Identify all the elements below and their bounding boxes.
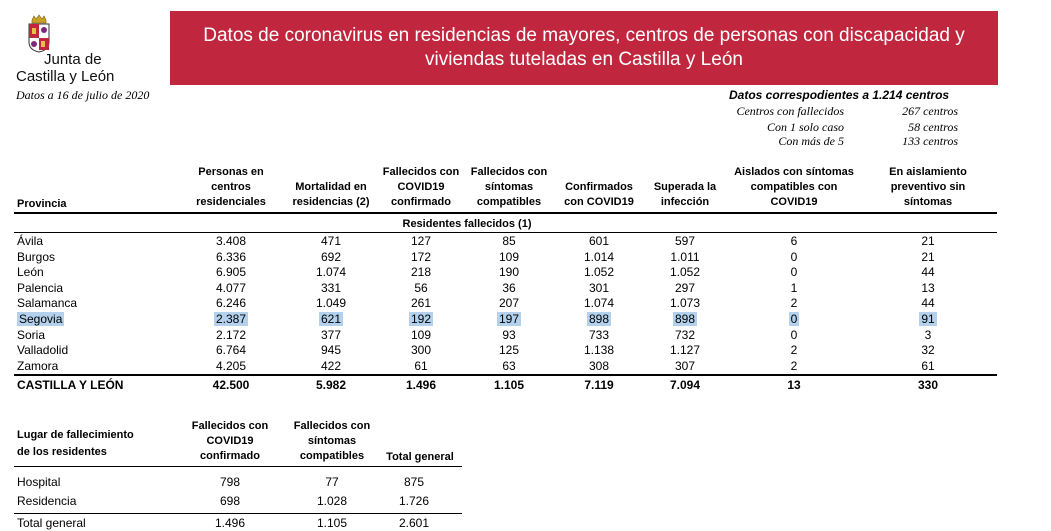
table-cell: 422 — [320, 358, 342, 373]
table-cell: 308 — [588, 358, 610, 373]
summary-label: Con 1 solo caso — [766, 120, 844, 134]
table-cell: 377 — [320, 327, 342, 342]
province-name-highlight: Segovia — [19, 312, 63, 326]
place-cell: 798 — [219, 475, 241, 489]
header-fallecidos-confirmado: Fallecidos con COVID19 confirmado — [382, 166, 460, 208]
total-label: CASTILLA Y LEÓN — [17, 378, 124, 392]
table-cell: 4.205 — [215, 358, 247, 373]
province-name — [17, 312, 64, 327]
province-name: Valladolid — [17, 343, 69, 358]
place-total-cell: 1.105 — [316, 516, 348, 530]
summary-title: Datos correspodientes a 1.214 centros — [729, 88, 950, 102]
province-name: León — [17, 265, 44, 280]
table-cell: 6.246 — [215, 296, 247, 311]
table-cell — [888, 312, 968, 327]
table-cell: 36 — [502, 280, 516, 295]
total-cell: 7.119 — [584, 378, 614, 392]
table-cell: 471 — [320, 234, 342, 248]
table-cell: 1.052 — [669, 265, 701, 280]
table-cell: 61 — [921, 358, 935, 373]
place-total-cell: 2.601 — [398, 516, 430, 530]
summary-value: 58 centros — [908, 120, 958, 134]
place-cell: 875 — [403, 475, 425, 489]
province-name: Zamora — [17, 358, 59, 373]
logo-line-2: Castilla y León — [16, 68, 115, 85]
table-cell: 732 — [674, 327, 696, 342]
table-cell: 21 — [921, 249, 935, 264]
table-cell: 6.905 — [215, 265, 247, 280]
province-name: Palencia — [17, 280, 64, 295]
table-cell: 0 — [790, 327, 798, 342]
table-cell: 3 — [924, 327, 932, 342]
summary-value: 267 centros — [902, 104, 958, 118]
table-cell — [381, 312, 461, 327]
total-cell: 42.500 — [212, 378, 250, 392]
total-cell: 330 — [917, 378, 939, 392]
table-cell: 307 — [674, 358, 696, 373]
table-rule-sub — [14, 232, 997, 233]
place-cell: 1.726 — [398, 494, 430, 508]
banner-line-1: Datos de coronavirus en residencias de mayores, centros de personas con discapacidad y — [203, 25, 965, 46]
highlighted-value: 197 — [498, 312, 520, 326]
province-name: Ávila — [17, 234, 44, 248]
province-name: Burgos — [17, 249, 56, 264]
junta-logo — [14, 12, 144, 84]
table-cell: 44 — [921, 296, 935, 311]
table-rule-total — [14, 374, 997, 376]
place-total-label: Total general — [17, 516, 86, 530]
table-cell: 125 — [498, 343, 520, 358]
table-cell: 21 — [921, 234, 935, 248]
highlighted-value: 192 — [410, 312, 432, 326]
highlighted-value: 91 — [921, 312, 935, 326]
total-cell: 1.496 — [405, 378, 437, 392]
table-cell: 1.011 — [670, 249, 700, 264]
table-cell: 1.073 — [669, 296, 701, 311]
table-cell: 6 — [790, 234, 798, 248]
table-cell: 1.074 — [315, 265, 347, 280]
table-cell: 13 — [921, 280, 935, 295]
province-name: Soria — [17, 327, 46, 342]
header-mortalidad: Mortalidad en residencias (2) — [292, 181, 370, 208]
table-cell: 301 — [588, 280, 610, 295]
place-name: Hospital — [17, 475, 61, 489]
table-cell: 6.764 — [215, 343, 247, 358]
highlighted-value: 0 — [790, 312, 798, 326]
place-name: Residencia — [17, 494, 77, 508]
table-cell: 1.074 — [583, 296, 615, 311]
table-cell — [469, 312, 549, 327]
highlighted-value: 2.387 — [215, 312, 247, 326]
table-cell: 0 — [790, 249, 798, 264]
table-cell: 61 — [414, 358, 428, 373]
table-cell: 127 — [410, 234, 432, 248]
table-cell — [191, 312, 271, 327]
table-cell: 207 — [498, 296, 520, 311]
table-cell: 1.138 — [583, 343, 615, 358]
table-cell: 3.408 — [215, 234, 247, 248]
table-cell — [291, 312, 371, 327]
table-cell: 733 — [588, 327, 610, 342]
table-cell: 4.077 — [215, 280, 247, 295]
table-cell: 56 — [414, 280, 428, 295]
table-cell: 2.172 — [215, 327, 247, 342]
logo-line-1: Junta de — [44, 51, 102, 68]
summary-label: Con más de 5 — [778, 134, 844, 148]
table-cell: 32 — [921, 343, 935, 358]
highlighted-value: 898 — [588, 312, 610, 326]
summary-label: Centros con fallecidos — [736, 104, 844, 118]
place-cell: 698 — [219, 494, 241, 508]
header-fallecidos-compatibles-2: Fallecidos con síntomas compatibles — [293, 420, 371, 462]
place-total-cell: 1.496 — [214, 516, 246, 530]
table-cell: 601 — [588, 234, 610, 248]
table-cell: 63 — [502, 358, 516, 373]
table-cell: 300 — [410, 343, 432, 358]
table-cell: 1.049 — [315, 296, 347, 311]
header-total-general: Total general — [386, 451, 454, 463]
highlighted-value: 621 — [320, 312, 342, 326]
total-cell: 7.094 — [669, 378, 701, 392]
summary-value: 133 centros — [902, 134, 958, 148]
place-cell: 1.028 — [316, 494, 348, 508]
table-cell: 692 — [320, 249, 342, 264]
header-lugar: Lugar de fallecimiento de los residentes — [17, 429, 134, 458]
place-cell: 77 — [325, 475, 339, 489]
table2-rule-top — [14, 466, 462, 467]
table-cell: 1.127 — [669, 343, 701, 358]
table-cell: 109 — [410, 327, 432, 342]
table-cell: 190 — [498, 265, 520, 280]
highlighted-value: 898 — [674, 312, 696, 326]
date-note: Datos a 16 de julio de 2020 — [16, 88, 150, 102]
table-cell — [559, 312, 639, 327]
table-cell: 109 — [498, 249, 520, 264]
table-cell: 93 — [502, 327, 516, 342]
title-banner — [170, 11, 998, 85]
table-cell: 172 — [410, 249, 432, 264]
table-cell — [754, 312, 834, 327]
table-cell: 1 — [790, 280, 798, 295]
table-cell: 945 — [320, 343, 342, 358]
table-cell: 297 — [674, 280, 696, 295]
table-cell — [645, 312, 725, 327]
header-fallecidos-confirmado-2: Fallecidos con COVID19 confirmado — [191, 420, 269, 462]
header-aislamiento: En aislamiento preventivo sin síntomas — [889, 166, 967, 208]
header-provincia: Provincia — [17, 198, 67, 210]
subheader-residentes: Residentes fallecidos (1) — [402, 218, 532, 230]
total-cell: 13 — [787, 378, 801, 392]
total-cell: 5.982 — [315, 378, 347, 392]
header-personas: Personas en centros residenciales — [196, 166, 266, 208]
banner-line-2: viviendas tuteladas en Castilla y León — [425, 49, 743, 70]
table-cell: 2 — [790, 296, 798, 311]
table-rule-top — [14, 212, 997, 214]
table-cell: 218 — [410, 265, 432, 280]
table-cell: 0 — [790, 265, 798, 280]
table-cell: 1.052 — [583, 265, 615, 280]
province-name: Salamanca — [17, 296, 78, 311]
table-cell: 261 — [410, 296, 432, 311]
table-cell: 2 — [790, 343, 798, 358]
table-cell: 331 — [320, 280, 342, 295]
table2-rule-total — [14, 513, 462, 514]
table-cell: 6.336 — [215, 249, 247, 264]
table-cell: 1.014 — [583, 249, 615, 264]
header-confirmados: Confirmados con COVID19 — [564, 181, 634, 208]
table-cell: 597 — [674, 234, 696, 248]
header-aislados: Aislados con síntomas compatibles con COVID19 — [734, 166, 854, 208]
header-fallecidos-compatibles: Fallecidos con síntomas compatibles — [470, 166, 548, 208]
table-cell: 2 — [790, 358, 798, 373]
header-superada: Superada la infección — [653, 181, 717, 208]
total-cell: 1.105 — [493, 378, 525, 392]
table-cell: 85 — [502, 234, 516, 248]
table-cell: 44 — [921, 265, 935, 280]
